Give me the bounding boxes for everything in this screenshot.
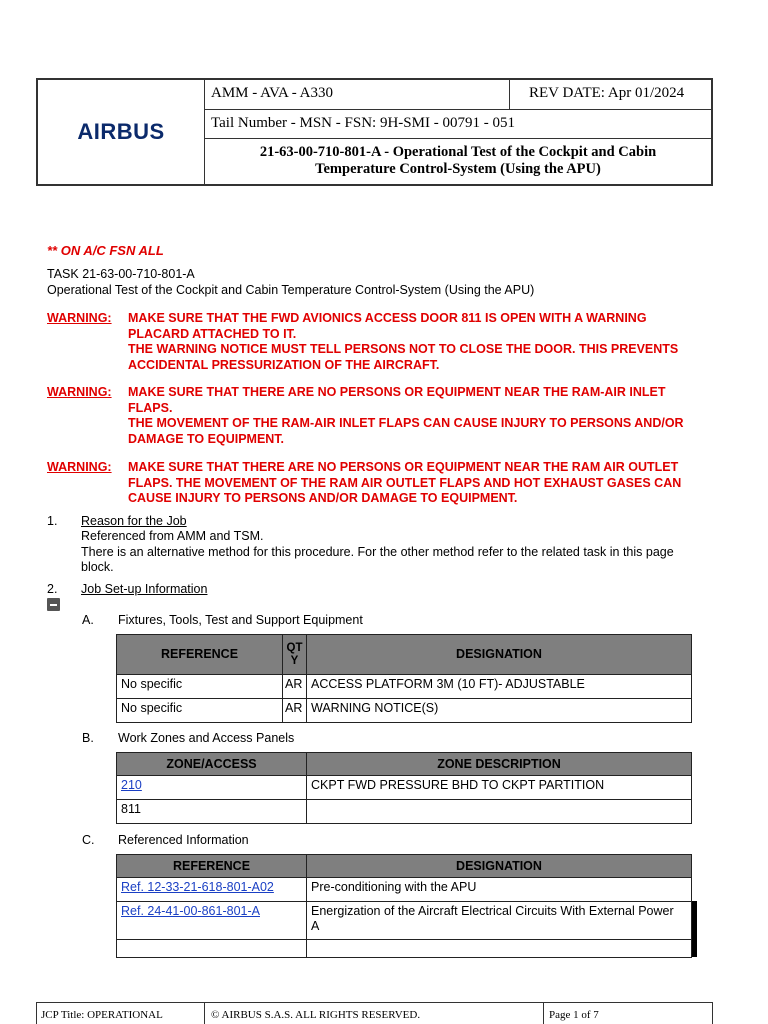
col-header-qty: QT Y xyxy=(283,635,307,675)
warning-3 xyxy=(47,460,707,507)
collapse-icon[interactable] xyxy=(47,598,60,611)
cell-reference: No specific xyxy=(117,675,283,699)
section-2-heading: Job Set-up Information xyxy=(81,582,208,596)
referenced-info-table xyxy=(116,854,692,958)
table-row xyxy=(117,902,692,940)
cell-designation: Pre-conditioning with the APU xyxy=(307,878,692,902)
warning-body xyxy=(128,385,707,447)
change-bar xyxy=(692,901,697,957)
table-row xyxy=(117,878,692,902)
table-header-row xyxy=(117,855,692,878)
cell-qty: AR xyxy=(283,699,307,723)
footer-divider xyxy=(543,1003,544,1024)
section-1-line: There is an alternative method for this procedure. For the other method refer to the related task in this page xyxy=(81,544,674,559)
warning-line: MAKE SURE THAT THERE ARE NO PERSONS OR EQUIPMENT NEAR THE RAM AIR OUTLET xyxy=(128,460,679,474)
reference-link[interactable]: Ref. 24-41-00-861-801-A xyxy=(121,904,260,918)
col-header-designation: DESIGNATION xyxy=(307,855,692,878)
warning-line: ACCIDENTAL PRESSURIZATION OF THE AIRCRAFT. xyxy=(128,357,440,372)
cell-designation: ACCESS PLATFORM 3M (10 FT)- ADJUSTABLE xyxy=(307,675,692,699)
header-row-tail xyxy=(205,110,711,139)
table-row xyxy=(117,776,692,800)
section-2-number: 2. xyxy=(47,582,58,596)
table-header-row xyxy=(117,635,692,675)
document-header xyxy=(36,78,713,186)
table-row xyxy=(117,699,692,723)
sub-a-title: Fixtures, Tools, Test and Support Equipment xyxy=(118,613,363,627)
sub-b-title: Work Zones and Access Panels xyxy=(118,731,295,745)
sub-a-letter: A. xyxy=(82,613,94,627)
warning-line: FLAPS. xyxy=(128,400,173,415)
warning-line: FLAPS. THE MOVEMENT OF THE RAM AIR OUTLET FLAPS AND HOT EXHAUST GASES CAN xyxy=(128,475,682,490)
zones-table xyxy=(116,752,692,824)
section-1-line: block. xyxy=(81,560,114,574)
warning-body xyxy=(128,311,707,373)
header-task-title xyxy=(205,144,711,178)
section-1-number: 1. xyxy=(47,514,58,528)
table-header-row xyxy=(117,753,692,776)
airbus-logo: AIRBUS xyxy=(77,119,165,144)
section-1-line: Referenced from AMM and TSM. xyxy=(81,529,264,543)
tail-number: Tail Number - MSN - FSN: 9H-SMI - 00791 - 051 xyxy=(211,115,515,131)
warning-2 xyxy=(47,385,707,447)
warning-line: DAMAGE TO EQUIPMENT. xyxy=(128,431,285,446)
footer-page-number: Page 1 of 7 xyxy=(549,1009,599,1021)
sub-b-letter: B. xyxy=(82,731,94,745)
reference-link[interactable]: Ref. 12-33-21-618-801-A02 xyxy=(121,880,274,894)
warning-line: THE MOVEMENT OF THE RAM-AIR INLET FLAPS CAN CAUSE INJURY TO PERSONS AND/OR xyxy=(128,416,684,430)
warning-line: PLACARD ATTACHED TO IT. xyxy=(128,326,297,341)
table-row xyxy=(117,800,692,824)
table-row xyxy=(117,940,692,958)
col-header-reference: REFERENCE xyxy=(117,855,307,878)
cell-qty: AR xyxy=(283,675,307,699)
warning-label: WARNING: xyxy=(47,385,112,399)
cell-zone xyxy=(117,776,307,800)
warning-1 xyxy=(47,311,707,373)
cell-reference xyxy=(117,878,307,902)
warning-label: WARNING: xyxy=(47,311,112,325)
sub-c-title: Referenced Information xyxy=(118,833,249,847)
col-header-zone: ZONE/ACCESS xyxy=(117,753,307,776)
warning-line: THE WARNING NOTICE MUST TELL PERSONS NOT TO CLOSE THE DOOR. THIS PREVENTS xyxy=(128,342,679,356)
cell-zone: 811 xyxy=(117,800,307,824)
col-header-designation: DESIGNATION xyxy=(307,635,692,675)
section-1-body xyxy=(81,529,711,576)
zone-link[interactable]: 210 xyxy=(121,778,142,792)
warning-line: CAUSE INJURY TO PERSONS AND/OR DAMAGE TO EQUIPMENT. xyxy=(128,491,518,505)
warning-line: MAKE SURE THAT THE FWD AVIONICS ACCESS DOOR 811 IS OPEN WITH A WARNING xyxy=(128,311,647,325)
warning-line: MAKE SURE THAT THERE ARE NO PERSONS OR EQUIPMENT NEAR THE RAM-AIR INLET xyxy=(128,385,666,399)
cell-reference xyxy=(117,940,307,958)
section-1-heading: Reason for the Job xyxy=(81,514,187,528)
footer-copyright: © AIRBUS S.A.S. ALL RIGHTS RESERVED. xyxy=(211,1009,421,1021)
footer-jcp-title: JCP Title: OPERATIONAL xyxy=(41,1009,163,1021)
cell-zone-description: CKPT FWD PRESSURE BHD TO CKPT PARTITION xyxy=(307,776,692,800)
header-divider xyxy=(509,80,510,109)
cell-designation xyxy=(307,940,692,958)
cell-designation: WARNING NOTICE(S) xyxy=(307,699,692,723)
cell-zone-description xyxy=(307,800,692,824)
task-title: Operational Test of the Cockpit and Cabin Temperature Control-System (Using the APU) xyxy=(47,283,535,297)
col-header-reference: REFERENCE xyxy=(117,635,283,675)
tools-table xyxy=(116,634,692,723)
table-row xyxy=(117,675,692,699)
header-row-title xyxy=(205,139,711,184)
cell-reference xyxy=(117,902,307,940)
logo-cell xyxy=(38,80,205,184)
warning-body xyxy=(128,460,707,507)
header-task-title-line2: Temperature Control-System (Using the APU) xyxy=(315,161,601,177)
cell-reference: No specific xyxy=(117,699,283,723)
task-id: TASK 21-63-00-710-801-A xyxy=(47,267,195,281)
col-header-zone-description: ZONE DESCRIPTION xyxy=(307,753,692,776)
header-row-manual xyxy=(205,80,711,110)
cell-designation: Energization of the Aircraft Electrical Circuits With External Power A xyxy=(307,902,692,940)
page-footer xyxy=(36,1002,713,1024)
sub-c-letter: C. xyxy=(82,833,95,847)
rev-date: REV DATE: Apr 01/2024 xyxy=(529,85,685,101)
header-task-title-line1: 21-63-00-710-801-A - Operational Test of the Cockpit and Cabin xyxy=(259,144,657,160)
applicability: ** ON A/C FSN ALL xyxy=(47,243,164,258)
manual-ref: AMM - AVA - A330 xyxy=(211,85,333,101)
warning-label: WARNING: xyxy=(47,460,112,474)
footer-divider xyxy=(204,1003,205,1024)
